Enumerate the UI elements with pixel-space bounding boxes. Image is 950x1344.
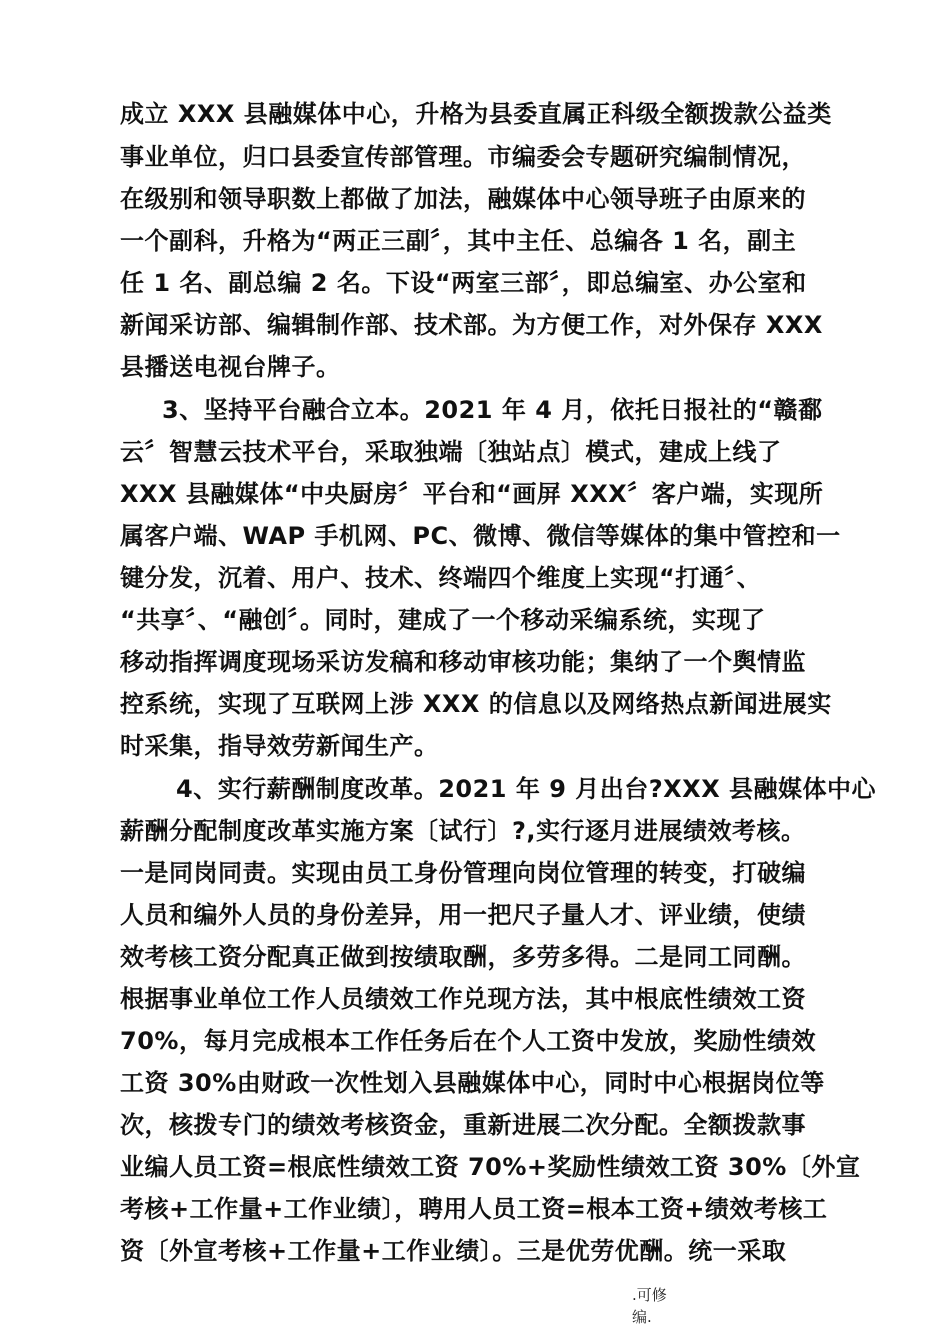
text-line: 业编人员工资=根底性绩效工资 70%+奖励性绩效工资 30%〔外宣 (120, 1153, 861, 1181)
text-line: 键分发，沉着、用户、技术、终端四个维度上实现“打通〞、 (120, 564, 762, 592)
text-line: 一是同岗同责。实现由员工身份管理向岗位管理的转变，打破编 (120, 859, 806, 887)
text-line: 薪酬分配制度改革实施方案〔试行〕?,实行逐月进展绩效考核。 (120, 817, 806, 845)
text-line: “共享〞、“融创〞。同时，建成了一个移动采编系统，实现了 (120, 606, 766, 634)
text-line: 工资 30%由财政一次性划入县融媒体中心，同时中心根据岗位等 (120, 1069, 825, 1097)
text-line: 效考核工资分配真正做到按绩取酬，多劳多得。二是同工同酬。 (120, 943, 806, 971)
text-line: 云〞智慧云技术平台，采取独端〔独站点〕模式，建成上线了 (120, 438, 782, 466)
text-line: 在级别和领导职数上都做了加法，融媒体中心领导班子由原来的 (120, 185, 806, 213)
text-line: 移动指挥调度现场采访发稿和移动审核功能；集纳了一个舆情监 (120, 648, 806, 676)
text-line: 新闻采访部、编辑制作部、技术部。为方便工作，对外保存 XXX (120, 311, 823, 339)
text-line: 成立 XXX 县融媒体中心，升格为县委直属正科级全额拨款公益类 (120, 100, 832, 128)
text-line: 时采集，指导效劳新闻生产。 (120, 732, 439, 760)
text-line: 根据事业单位工作人员绩效工作兑现方法，其中根底性绩效工资 (120, 985, 806, 1013)
text-line: 资〔外宣考核+工作量+工作业绩〕。三是优劳优酬。统一采取 (120, 1237, 787, 1265)
text-line: 事业单位，归口县委宣传部管理。市编委会专题研究编制情况， (120, 143, 806, 171)
text-line: 县播送电视台牌子。 (120, 353, 341, 381)
text-line: 任 1 名、副总编 2 名。下设“两室三部〞，即总编室、办公室和 (120, 269, 807, 297)
paragraph-heading-4: 4、实行薪酬制度改革。2021 年 9 月出台?XXX 县融媒体中心 (176, 775, 877, 803)
text-line: 一个副科，升格为“两正三副〞，其中主任、总编各 1 名，副主 (120, 227, 797, 255)
text-line: 考核+工作量+工作业绩〕，聘用人员工资=根本工资+绩效考核工 (120, 1195, 828, 1223)
text-line: 次，核拨专门的绩效考核资金，重新进展二次分配。全额拨款事 (120, 1111, 806, 1139)
paragraph-heading-3: 3、坚持平台融合立本。2021 年 4 月，依托日报社的“赣鄱 (162, 396, 823, 424)
text-line: 70%，每月完成根本工作任务后在个人工资中发放，奖励性绩效 (120, 1027, 816, 1055)
footer-note-line-2: 编. (632, 1308, 652, 1326)
footer-note-line-1: .可修 (632, 1286, 667, 1304)
text-line: XXX 县融媒体“中央厨房〞平台和“画屏 XXX〞客户端，实现所 (120, 480, 824, 508)
text-line: 属客户端、WAP 手机网、PC、微博、微信等媒体的集中管控和一 (120, 522, 841, 550)
text-line: 人员和编外人员的身份差异，用一把尺子量人才、评业绩，使绩 (120, 901, 806, 929)
text-line: 控系统，实现了互联网上涉 XXX 的信息以及网络热点新闻进展实 (120, 690, 832, 718)
